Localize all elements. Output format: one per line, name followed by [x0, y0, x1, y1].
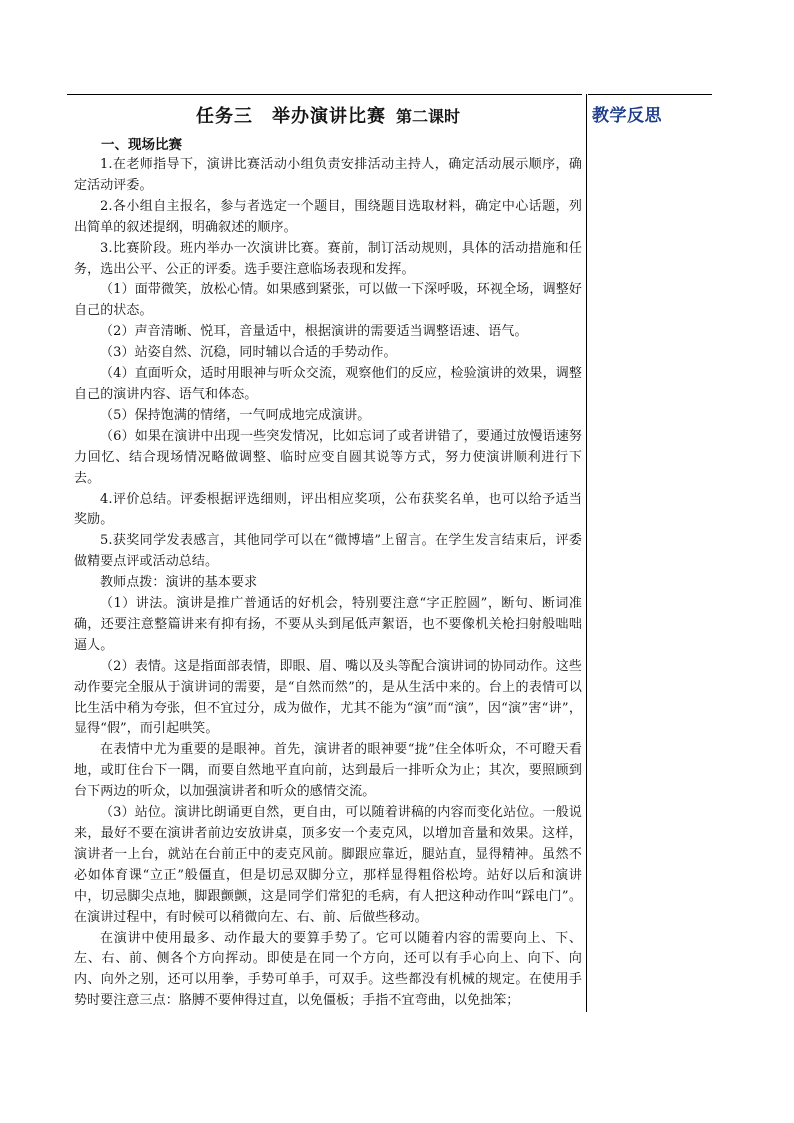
- column-divider: [586, 94, 587, 1012]
- lesson-title-sub: 第二课时: [395, 107, 460, 126]
- header-rule-right: [588, 94, 712, 95]
- paragraph: 在演讲中使用最多、动作最大的要算手势了。它可以随着内容的需要向上、下、左、右、前、侧各个方向挥动。即使是在同一个方向，还可以有手心向上、向下、向内、向外之别，还可以用拳，手势可单手，可双手。这些都没有机械的规定。在使用手势时要注意三点：胳膊不要伸得过直，以免僵板；手指不宜弯曲，以免拙笨；: [74, 930, 582, 1009]
- teacher-guidance-heading: 教师点拨：演讲的基本要求: [100, 575, 258, 591]
- paragraph: （5）保持饱满的情绪，一气呵成地完成演讲。: [100, 407, 371, 423]
- paragraph: 5.获奖同学发表感言，其他同学可以在“微博墙”上留言。在学生发言结束后，评委做精要点评或活动总结。: [74, 533, 582, 570]
- paragraph: 2.各小组自主报名，参与者选定一个题目，围绕题目选取材料，确定中心话题，列出简单的叙述提纲，明确叙述的顺序。: [74, 198, 582, 235]
- paragraph: （2）表情。这是指面部表情，即眼、眉、嘴以及头等配合演讲词的协同动作。这些动作要完全服从于演讲词的需要，是“自然而然”的，是从生活中来的。台上的表情可以比生活中稍为夸张，但不宜过分，成为做作，尤其不能为“演”而“演”，因“演”害“讲”，显得“假”，而引起哄笑。: [74, 658, 582, 737]
- section-heading: 一、现场比赛: [101, 137, 182, 153]
- teaching-reflection-heading: 教学反思: [592, 106, 662, 126]
- paragraph: （3）站位。演讲比朗诵更自然，更自由，可以随着讲稿的内容而变化站位。一般说来，最好不要在演讲者前边安放讲桌，顶多安一个麦克风，以增加音量和效果。这样，演讲者一上台，就站在台前正中的麦克风前。脚跟应靠近，腿站直，显得精神。虽然不必如体育课“立正”般僵直，但是切忌双脚分立，那样显得粗俗松垮。站好以后和演讲中，切忌脚尖点地，脚跟颤颤，这是同学们常犯的毛病，有人把这种动作叫“踩电门”。在演讲过程中，有时候可以稍微向左、右、前、后做些移动。: [74, 805, 582, 925]
- paragraph: 4.评价总结。评委根据评选细则，评出相应奖项，公布获奖名单，也可以给予适当奖励。: [74, 491, 582, 528]
- paragraph: （3）站姿自然、沉稳，同时辅以合适的手势动作。: [100, 345, 397, 361]
- paragraph: 3.比赛阶段。班内举办一次演讲比赛。赛前，制订活动规则，具体的活动措施和任务，选出公平、公正的评委。选手要注意临场表现和发挥。: [74, 240, 582, 277]
- header-rule-left: [67, 94, 582, 95]
- paragraph: （1）讲法。演讲是推广普通话的好机会，特别要注意“字正腔圆”，断句、断词准确，还要注意整篇讲来有抑有扬，不要从头到尾低声絮语，也不要像机关枪扫射般咄咄逼人。: [74, 596, 582, 653]
- lesson-content: [74, 102, 582, 1012]
- lesson-title: [74, 102, 582, 132]
- paragraph: （1）面带微笑，放松心情。如果感到紧张，可以做一下深呼吸，环视全场，调整好自己的状态。: [74, 282, 582, 319]
- paragraph: （6）如果在演讲中出现一些突发情况，比如忘词了或者讲错了，要通过放慢语速努力回忆、结合现场情况略做调整、临时应变自圆其说等方式，努力使演讲顺利进行下去。: [74, 428, 582, 486]
- paragraph: （2）声音清晰、悦耳，音量适中，根据演讲的需要适当调整语速、语气。: [100, 324, 528, 340]
- paragraph: 1.在老师指导下，演讲比赛活动小组负责安排活动主持人，确定活动展示顺序，确定活动评委。: [74, 157, 582, 193]
- paragraph: （4）直面听众，适时用眼神与听众交流，观察他们的反应，检验演讲的效果，调整自己的演讲内容、语气和体态。: [74, 366, 582, 402]
- paragraph: 在表情中尤为重要的是眼神。首先，演讲者的眼神要“拢”住全体听众，不可瞪天看地，或盯住台下一隅，而要自然地平直向前，达到最后一排听众为止；其次，要照顾到台下两边的听众，以加强演讲者和听众的感情交流。: [74, 742, 582, 800]
- lesson-title-main: 任务三 举办演讲比赛: [195, 106, 386, 127]
